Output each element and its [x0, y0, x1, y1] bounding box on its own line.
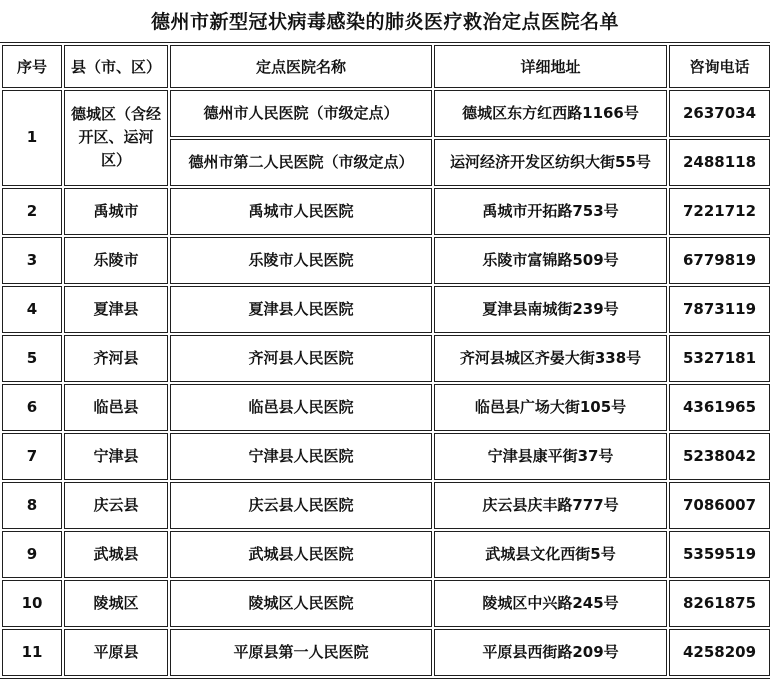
cell-serial-number: 3 — [2, 237, 62, 284]
cell-hospital-name: 平原县第一人民医院 — [170, 629, 432, 676]
cell-hospital-name: 齐河县人民医院 — [170, 335, 432, 382]
cell-phone: 7221712 — [669, 188, 770, 235]
table-row — [2, 384, 770, 431]
cell-county: 平原县 — [64, 629, 168, 676]
cell-serial-number: 2 — [2, 188, 62, 235]
table-row — [2, 90, 770, 137]
cell-serial-number: 6 — [2, 384, 62, 431]
cell-county: 齐河县 — [64, 335, 168, 382]
cell-serial-number: 10 — [2, 580, 62, 627]
table-row — [2, 580, 770, 627]
cell-hospital-name: 陵城区人民医院 — [170, 580, 432, 627]
cell-serial-number: 9 — [2, 531, 62, 578]
cell-phone: 2637034 — [669, 90, 770, 137]
cell-county: 宁津县 — [64, 433, 168, 480]
cell-phone: 7873119 — [669, 286, 770, 333]
cell-serial-number: 1 — [2, 90, 62, 186]
cell-serial-number: 11 — [2, 629, 62, 676]
cell-phone: 4258209 — [669, 629, 770, 676]
cell-serial-number: 8 — [2, 482, 62, 529]
col-header-serial-number: 序号 — [2, 45, 62, 88]
table-row — [2, 531, 770, 578]
cell-county: 武城县 — [64, 531, 168, 578]
cell-county: 禹城市 — [64, 188, 168, 235]
cell-phone: 5327181 — [669, 335, 770, 382]
cell-address: 武城县文化西街5号 — [434, 531, 667, 578]
table-row — [2, 433, 770, 480]
cell-phone: 6779819 — [669, 237, 770, 284]
cell-phone: 4361965 — [669, 384, 770, 431]
cell-hospital-name: 夏津县人民医院 — [170, 286, 432, 333]
cell-county: 庆云县 — [64, 482, 168, 529]
cell-hospital-name: 乐陵市人民医院 — [170, 237, 432, 284]
col-header-phone: 咨询电话 — [669, 45, 770, 88]
cell-serial-number: 5 — [2, 335, 62, 382]
table-row — [2, 629, 770, 676]
cell-serial-number: 7 — [2, 433, 62, 480]
table-row — [2, 286, 770, 333]
cell-address: 临邑县广场大街105号 — [434, 384, 667, 431]
cell-county: 德城区（含经开区、运河区） — [64, 90, 168, 186]
cell-phone: 5238042 — [669, 433, 770, 480]
cell-address: 平原县西街路209号 — [434, 629, 667, 676]
cell-county: 陵城区 — [64, 580, 168, 627]
cell-county: 临邑县 — [64, 384, 168, 431]
cell-phone: 2488118 — [669, 139, 770, 186]
cell-address: 德城区东方红西路1166号 — [434, 90, 667, 137]
cell-hospital-name: 武城县人民医院 — [170, 531, 432, 578]
cell-county: 乐陵市 — [64, 237, 168, 284]
cell-address: 陵城区中兴路245号 — [434, 580, 667, 627]
col-header-county: 县（市、区） — [64, 45, 168, 88]
cell-hospital-name: 庆云县人民医院 — [170, 482, 432, 529]
cell-phone: 5359519 — [669, 531, 770, 578]
cell-address: 齐河县城区齐晏大街338号 — [434, 335, 667, 382]
cell-hospital-name: 禹城市人民医院 — [170, 188, 432, 235]
table-row — [2, 188, 770, 235]
cell-hospital-name: 德州市第二人民医院（市级定点） — [170, 139, 432, 186]
table-row — [2, 335, 770, 382]
table-row — [2, 482, 770, 529]
cell-address: 禹城市开拓路753号 — [434, 188, 667, 235]
table-row — [2, 237, 770, 284]
col-header-hospital-name: 定点医院名称 — [170, 45, 432, 88]
cell-hospital-name: 宁津县人民医院 — [170, 433, 432, 480]
cell-address: 庆云县庆丰路777号 — [434, 482, 667, 529]
cell-address: 夏津县南城街239号 — [434, 286, 667, 333]
cell-hospital-name: 德州市人民医院（市级定点） — [170, 90, 432, 137]
hospital-table — [0, 42, 770, 679]
cell-address: 宁津县康平街37号 — [434, 433, 667, 480]
cell-address: 乐陵市富锦路509号 — [434, 237, 667, 284]
cell-hospital-name: 临邑县人民医院 — [170, 384, 432, 431]
cell-phone: 8261875 — [669, 580, 770, 627]
cell-address: 运河经济开发区纺织大街55号 — [434, 139, 667, 186]
cell-phone: 7086007 — [669, 482, 770, 529]
cell-county: 夏津县 — [64, 286, 168, 333]
page-title: 德州市新型冠状病毒感染的肺炎医疗救治定点医院名单 — [150, 11, 619, 33]
cell-serial-number: 4 — [2, 286, 62, 333]
table-header-row — [2, 45, 770, 88]
col-header-address: 详细地址 — [434, 45, 667, 88]
